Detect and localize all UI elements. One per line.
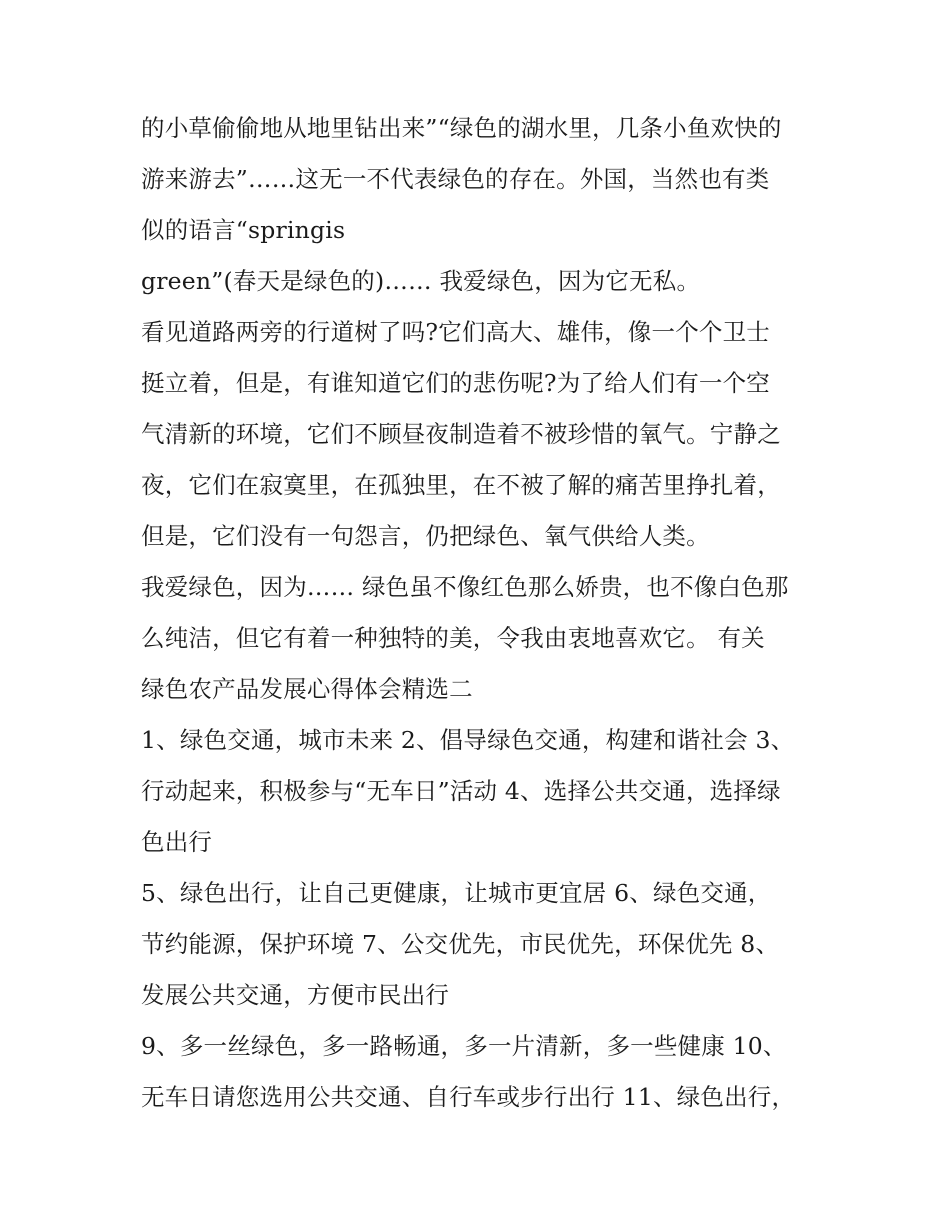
text-line: 我爱绿色，因为…… 绿色虽不像红色那么娇贵，也不像白色那	[141, 573, 789, 601]
text-line: 节约能源，保护环境 7、公交优先，市民优先，环保优先 8、	[141, 930, 780, 958]
text-line: 气清新的环境，它们不顾昼夜制造着不被珍惜的氧气。宁静之	[141, 420, 781, 448]
text-line: 5、绿色出行，让自己更健康，让城市更宜居 6、绿色交通，	[141, 879, 772, 907]
text-line: 色出行	[141, 828, 213, 856]
text-line: 看见道路两旁的行道树了吗?它们高大、雄伟，像一个个卫士	[141, 318, 770, 346]
text-line: 发展公共交通，方便市民出行	[141, 981, 450, 1009]
text-line: 行动起来，积极参与“无车日”活动 4、选择公共交通，选择绿	[141, 777, 781, 805]
text-line: 但是，它们没有一句怨言，仍把绿色、氧气供给人类。	[141, 522, 710, 550]
text-line: 无车日请您选用公共交通、自行车或步行出行 11、绿色出行，	[141, 1083, 796, 1111]
text-line: 绿色农产品发展心得体会精选二	[141, 675, 473, 703]
text-line: 挺立着，但是，有谁知道它们的悲伤呢?为了给人们有一个空	[141, 369, 770, 397]
text-line: 夜，它们在寂寞里，在孤独里，在不被了解的痛苦里挣扎着，	[141, 471, 781, 499]
text-line: 似的语言“springis	[141, 216, 346, 244]
text-line: 游来游去”……这无一不代表绿色的存在。外国，当然也有类	[141, 165, 770, 193]
body-text	[141, 103, 831, 1123]
text-line: green”(春天是绿色的)…… 我爱绿色，因为它无私。	[141, 267, 701, 295]
text-line: 9、多一丝绿色，多一路畅通，多一片清新，多一些健康 10、	[141, 1032, 787, 1060]
text-line: 的小草偷偷地从地里钻出来”“绿色的湖水里，几条小鱼欢快的	[141, 114, 782, 142]
text-line: 么纯洁，但它有着一种独特的美，令我由衷地喜欢它。 有关	[141, 624, 765, 652]
text-line: 1、绿色交通，城市未来 2、倡导绿色交通，构建和谐社会 3、	[141, 726, 795, 754]
